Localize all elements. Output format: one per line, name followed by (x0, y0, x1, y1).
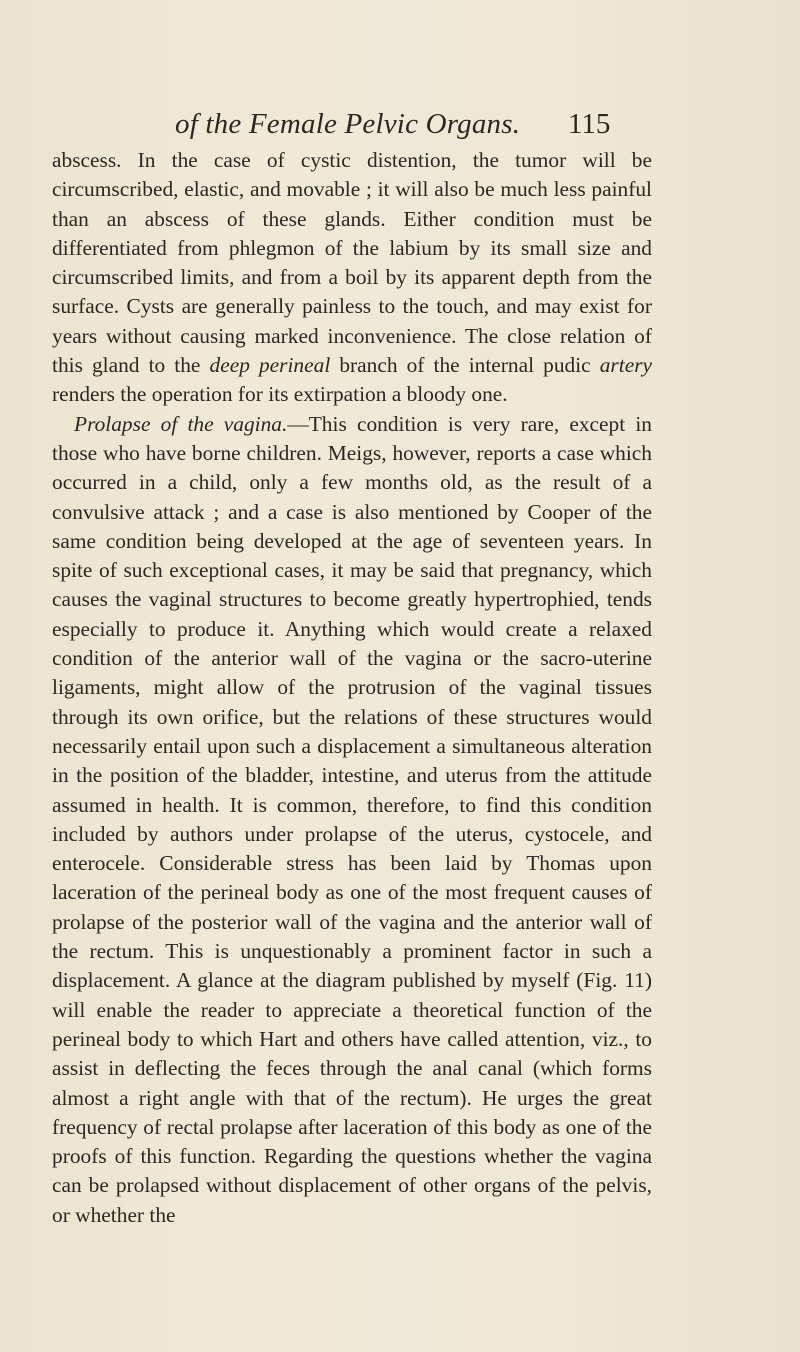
paragraph-2-text: —This condition is very rare, except in those who have borne children. Meigs, however, reports a case which occurred in a child, only a few months old, as the result of a convulsive attack ; and a case is also mentioned by Cooper of the same condition being developed at the age of seventeen years. In spite of such exceptional cases, it may be said that pregnancy, which causes the vaginal structures to become greatly hypertrophied, tends especially to produce it. Anything which would create a relaxed condition of the anterior wall of the vagina or the sacro-uterine ligaments, might allow of the protrusion of the vaginal tissues through its own orifice, but the relations of these structures would necessarily entail upon such a displacement a simultaneous alteration in the position of the bladder, intestine, and uterus from the attitude assumed in health. It is common, therefore, to find this condition included by authors under prolapse of the uterus, cystocele, and enterocele. Considerable stress has been laid by Thomas upon laceration of the perineal body as one of the most frequent causes of prolapse of the posterior wall of the vagina and the anterior wall of the rectum. This is unquestionably a prominent factor in such a displacement. A glance at the diagram published by myself (Fig. 11) will enable the reader to appreciate a theoretical function of the perineal body to which Hart and others have called attention, viz., to assist in deflecting the feces through the anal canal (which forms almost a right angle with that of the rectum). He urges the great frequency of rectal prolapse after laceration of this body as one of the proofs of this function. Regarding the questions whether the vagina can be prolapsed without displacement of other organs of the pelvis, or whether the (52, 411, 652, 1227)
running-head-title: of the Female Pelvic Organs. (175, 108, 521, 140)
paragraph-1-text-a: abscess. In the case of cystic distention, the tumor will be circumscribed, elastic, and movable ; it will also be much less painful than an abscess of these glands. Either condition must be differentiated from phlegmon of the labium by its small size and circumscribed limits, and from a boil by its apparent depth from the surface. Cysts are generally painless to the touch, and may exist for years without causing marked inconvenience. The close relation of this gland to the (52, 148, 652, 378)
paragraph-prolapse-of-vagina (52, 410, 652, 1230)
paragraph-1-text-b: branch of the internal pudic (330, 353, 600, 378)
page-number: 115 (568, 108, 611, 140)
deep-perineal-italic: deep perineal (209, 353, 331, 378)
body-text (52, 146, 652, 1230)
paragraph-continuation (52, 146, 652, 410)
section-heading-prolapse: Prolapse of the vagina. (74, 411, 288, 436)
paragraph-1-text-c: renders the operation for its extirpation a bloody one. (52, 382, 508, 407)
artery-italic: artery (599, 353, 653, 378)
running-head (0, 108, 800, 148)
